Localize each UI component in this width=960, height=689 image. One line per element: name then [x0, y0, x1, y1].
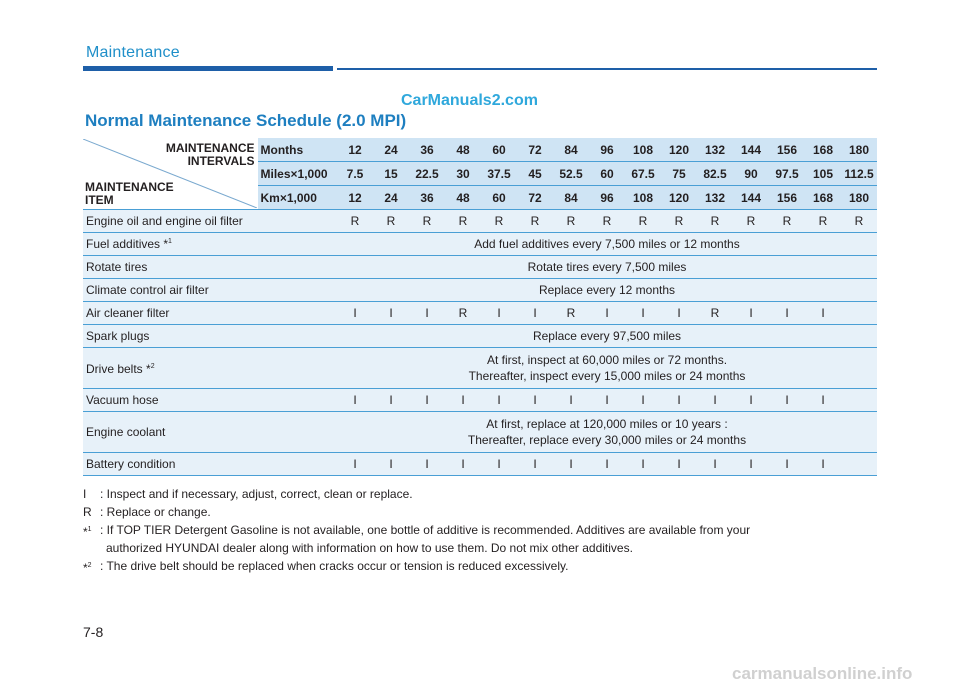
- header-row-months: [83, 138, 877, 162]
- schedule-cell: I: [337, 453, 373, 476]
- header-cell: 96: [589, 138, 625, 162]
- schedule-span-text: Add fuel additives every 7,500 miles or 12 months: [337, 233, 877, 256]
- schedule-cell: I: [805, 302, 841, 325]
- header-cell: 22.5: [409, 162, 445, 186]
- schedule-cell: R: [445, 302, 481, 325]
- schedule-cell: I: [373, 389, 409, 412]
- schedule-cell: I: [769, 453, 805, 476]
- schedule-cell: R: [769, 210, 805, 233]
- table-row: [83, 325, 877, 348]
- header-cell: 90: [733, 162, 769, 186]
- schedule-cell: I: [445, 389, 481, 412]
- item-label: Vacuum hose: [83, 389, 337, 412]
- header-cell: 75: [661, 162, 697, 186]
- schedule-cell: I: [769, 389, 805, 412]
- table-row: [83, 210, 877, 233]
- schedule-cell: R: [697, 210, 733, 233]
- header-cell: 48: [445, 138, 481, 162]
- schedule-cell: I: [625, 302, 661, 325]
- schedule-cell-empty: [841, 389, 877, 412]
- section-title: Maintenance: [86, 44, 180, 61]
- header-cell: 45: [517, 162, 553, 186]
- maintenance-schedule-table: [83, 138, 877, 476]
- header-cell: 30: [445, 162, 481, 186]
- item-label: Engine coolant: [83, 412, 337, 453]
- schedule-cell: I: [805, 453, 841, 476]
- header-cell: 24: [373, 186, 409, 210]
- schedule-cell: I: [481, 453, 517, 476]
- schedule-cell: I: [553, 389, 589, 412]
- schedule-cell: R: [553, 302, 589, 325]
- schedule-cell: R: [625, 210, 661, 233]
- header-cell: 24: [373, 138, 409, 162]
- item-label: Battery condition: [83, 453, 337, 476]
- schedule-cell: R: [481, 210, 517, 233]
- schedule-cell: I: [481, 389, 517, 412]
- schedule-cell: I: [625, 389, 661, 412]
- schedule-cell: I: [409, 453, 445, 476]
- table-row: [83, 233, 877, 256]
- schedule-cell: I: [805, 389, 841, 412]
- header-cell: 132: [697, 186, 733, 210]
- header-cell: 67.5: [625, 162, 661, 186]
- schedule-cell: R: [445, 210, 481, 233]
- schedule-cell: I: [553, 453, 589, 476]
- header-cell: 7.5: [337, 162, 373, 186]
- schedule-cell: I: [661, 389, 697, 412]
- schedule-cell: R: [805, 210, 841, 233]
- header-cell: 112.5: [841, 162, 877, 186]
- note-replace: R : Replace or change.: [83, 505, 211, 519]
- page-number: 7-8: [83, 624, 104, 640]
- header-cell: 105: [805, 162, 841, 186]
- schedule-cell: I: [589, 302, 625, 325]
- item-label: Fuel additives *$^1$: [83, 233, 337, 256]
- schedule-cell: I: [589, 389, 625, 412]
- header-cell: 72: [517, 186, 553, 210]
- table-row: [83, 279, 877, 302]
- header-cell: 97.5: [769, 162, 805, 186]
- item-label: Rotate tires: [83, 256, 337, 279]
- schedule-cell: R: [409, 210, 445, 233]
- header-cell: 36: [409, 186, 445, 210]
- note-footnote-1: *$^1$ : If TOP TIER Detergent Gasoline is not available, one bottle of additive is recommended. Additives are available from your authorized HYUNDAI dealer along with information on how to use them. Do not mix other additives.: [83, 523, 751, 555]
- note-footnote-2: *$^2$ : The drive belt should be replaced when cracks occur or tension is reduced excessively.: [83, 559, 569, 575]
- schedule-cell: I: [373, 302, 409, 325]
- header-cell: 15: [373, 162, 409, 186]
- schedule-cell: R: [661, 210, 697, 233]
- schedule-title: Normal Maintenance Schedule (2.0 MPI): [85, 111, 407, 130]
- header-label-miles: Miles×1,000: [257, 162, 337, 186]
- corner-intervals-label: MAINTENANCE INTERVALS: [165, 141, 255, 168]
- header-cell: 120: [661, 138, 697, 162]
- header-cell: 156: [769, 186, 805, 210]
- footnote-mark: 2: [150, 363, 155, 370]
- watermark-top: CarManuals2.com: [401, 92, 538, 109]
- table-corner-cell: [83, 138, 257, 210]
- schedule-cell-empty: [841, 302, 877, 325]
- header-cell: 180: [841, 186, 877, 210]
- table-row: [83, 302, 877, 325]
- schedule-span-text: Replace every 97,500 miles: [337, 325, 877, 348]
- header-cell: 84: [553, 138, 589, 162]
- table-row: [83, 412, 877, 453]
- table-row: [83, 389, 877, 412]
- schedule-cell: I: [517, 302, 553, 325]
- schedule-cell: R: [589, 210, 625, 233]
- schedule-cell: I: [409, 302, 445, 325]
- schedule-cell: I: [625, 453, 661, 476]
- header-cell: 12: [337, 186, 373, 210]
- header-cell: 12: [337, 138, 373, 162]
- schedule-cell: R: [841, 210, 877, 233]
- schedule-cell: I: [733, 302, 769, 325]
- item-label: Air cleaner filter: [83, 302, 337, 325]
- schedule-cell: I: [769, 302, 805, 325]
- schedule-span-text: Rotate tires every 7,500 miles: [337, 256, 877, 279]
- header-cell: 60: [589, 162, 625, 186]
- header-cell: 84: [553, 186, 589, 210]
- schedule-span-text: At first, replace at 120,000 miles or 10 years : Thereafter, replace every 30,000 miles or 24 months: [337, 412, 877, 453]
- schedule-cell-empty: [841, 453, 877, 476]
- schedule-cell: I: [697, 389, 733, 412]
- schedule-cell: I: [445, 453, 481, 476]
- schedule-cell: I: [373, 453, 409, 476]
- schedule-cell: R: [733, 210, 769, 233]
- header-cell: 60: [481, 138, 517, 162]
- header-cell: 144: [733, 138, 769, 162]
- header-cell: 96: [589, 186, 625, 210]
- schedule-cell: I: [517, 389, 553, 412]
- header-cell: 36: [409, 138, 445, 162]
- header-cell: 52.5: [553, 162, 589, 186]
- table-row: [83, 256, 877, 279]
- header-cell: 144: [733, 186, 769, 210]
- schedule-cell: I: [661, 302, 697, 325]
- header-cell: 72: [517, 138, 553, 162]
- corner-item-label: MAINTENANCE ITEM: [85, 180, 174, 207]
- item-label: Climate control air filter: [83, 279, 337, 302]
- header-cell: 168: [805, 138, 841, 162]
- header-rule-thick: [83, 66, 333, 71]
- header-cell: 108: [625, 138, 661, 162]
- table-row: [83, 453, 877, 476]
- schedule-span-text: At first, inspect at 60,000 miles or 72 months. Thereafter, inspect every 15,000 miles or 24 months: [337, 348, 877, 389]
- header-label-months: Months: [257, 138, 337, 162]
- header-cell: 156: [769, 138, 805, 162]
- header-cell: 48: [445, 186, 481, 210]
- header-cell: 132: [697, 138, 733, 162]
- schedule-cell: I: [733, 453, 769, 476]
- schedule-cell: R: [373, 210, 409, 233]
- schedule-cell: I: [697, 453, 733, 476]
- table-row: [83, 348, 877, 389]
- header-rule-thin: [337, 68, 877, 70]
- schedule-cell: I: [481, 302, 517, 325]
- watermark-bottom: carmanualsonline.info: [732, 664, 913, 683]
- item-label: Drive belts *$^2$: [83, 348, 337, 389]
- header-cell: 82.5: [697, 162, 733, 186]
- header-cell: 168: [805, 186, 841, 210]
- schedule-cell: I: [733, 389, 769, 412]
- header-cell: 60: [481, 186, 517, 210]
- footnote-mark: 1: [168, 238, 172, 245]
- schedule-cell: I: [337, 389, 373, 412]
- schedule-cell: I: [661, 453, 697, 476]
- schedule-span-text: Replace every 12 months: [337, 279, 877, 302]
- schedule-cell: R: [337, 210, 373, 233]
- header-cell: 37.5: [481, 162, 517, 186]
- schedule-cell: I: [409, 389, 445, 412]
- note-inspect: I : Inspect and if necessary, adjust, correct, clean or replace.: [83, 487, 413, 501]
- schedule-cell: R: [697, 302, 733, 325]
- header-cell: 180: [841, 138, 877, 162]
- header-cell: 108: [625, 186, 661, 210]
- schedule-cell: R: [517, 210, 553, 233]
- schedule-cell: I: [337, 302, 373, 325]
- item-label: Engine oil and engine oil filter: [83, 210, 337, 233]
- legend-notes: [83, 485, 883, 575]
- schedule-cell: I: [517, 453, 553, 476]
- item-label: Spark plugs: [83, 325, 337, 348]
- header-label-km: Km×1,000: [257, 186, 337, 210]
- schedule-cell: R: [553, 210, 589, 233]
- header-cell: 120: [661, 186, 697, 210]
- schedule-cell: I: [589, 453, 625, 476]
